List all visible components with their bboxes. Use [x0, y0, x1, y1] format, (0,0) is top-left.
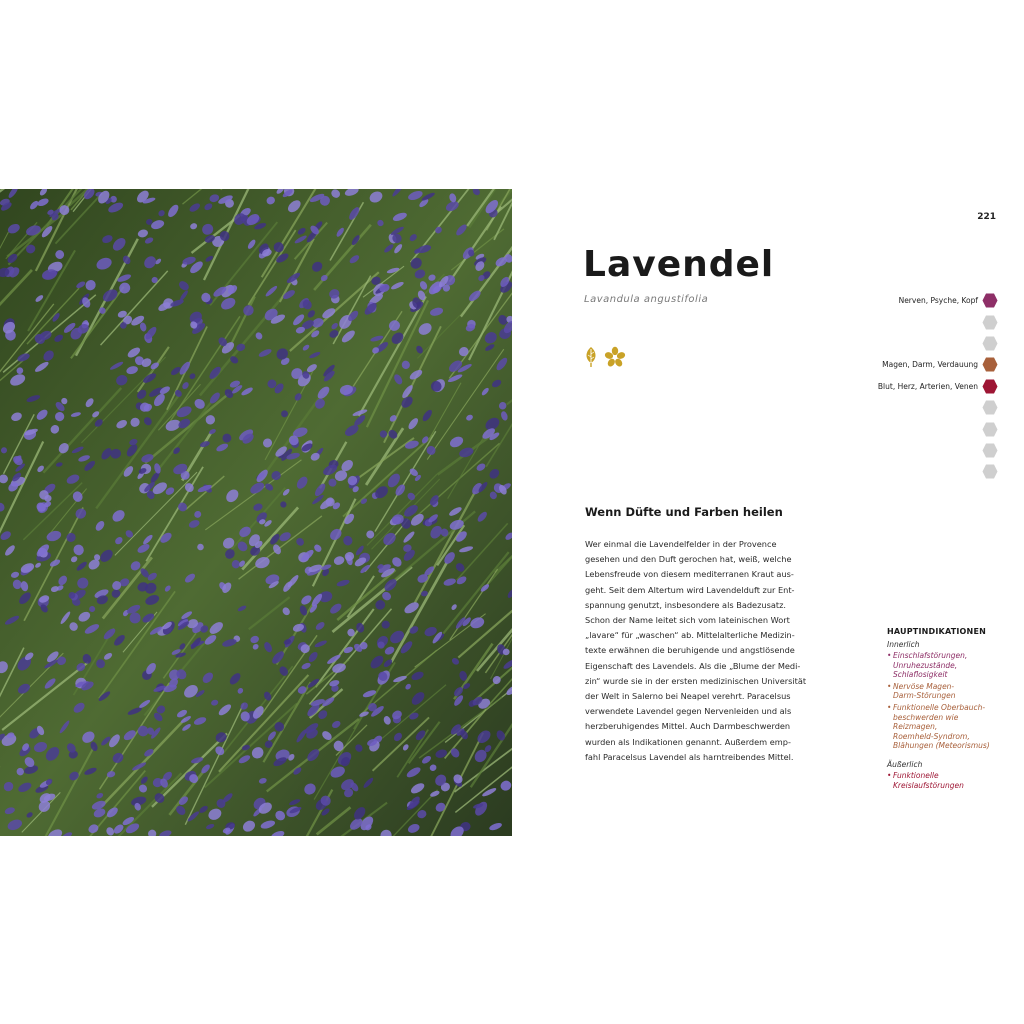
indication-row — [878, 333, 998, 354]
internal-indication-list — [887, 651, 999, 751]
indication-row — [878, 376, 998, 397]
hexagon-icon — [982, 422, 998, 437]
indication-item-line: Unruhezustände, — [893, 660, 958, 670]
indication-item — [887, 703, 999, 751]
body-line: verwendete Lavendel gegen Nervenleiden und als — [585, 706, 792, 717]
indication-item-line: beschwerden wie — [893, 712, 959, 722]
indication-item-line: Reizmagen, — [893, 722, 938, 732]
hexagon-icon — [982, 336, 998, 351]
page-number: 221 — [977, 212, 996, 222]
leaf-icon — [584, 346, 598, 368]
indication-row — [878, 290, 998, 311]
internal-label: Innerlich — [887, 640, 920, 649]
indication-row — [878, 311, 998, 332]
indication-label: Blut, Herz, Arterien, Venen — [877, 381, 978, 391]
body-line: Schon der Name leitet sich vom lateinischen Wort — [585, 615, 790, 626]
bullet-icon: • — [887, 681, 892, 691]
indication-hexagon-list — [878, 290, 998, 483]
hexagon-icon — [982, 464, 998, 479]
body-line: wurden als Indikationen genannt. Außerdem emp- — [585, 736, 791, 747]
indication-item — [887, 682, 999, 701]
indication-item-line: Einschlafstörungen, — [893, 651, 968, 660]
body-line: spannung genutzt, insbesondere als Badezusatz. — [585, 599, 786, 610]
body-line: der Welt in Salerno bei Neapel verehrt. Paracelsus — [585, 691, 791, 702]
indication-item-line: Kreislaufstörungen — [893, 780, 964, 790]
indication-item — [887, 651, 999, 680]
bullet-icon: • — [887, 651, 892, 660]
body-line: Eigenschaft des Lavendels. Als die „Blume der Medi- — [585, 660, 801, 671]
body-line: geht. Seit dem Altertum wird Lavendelduft zur Ent- — [585, 584, 795, 595]
indication-row — [878, 440, 998, 461]
body-line: texte erwähnen die beruhigende und angstlösende — [585, 645, 795, 656]
section-heading: Wenn Düfte und Farben heilen — [585, 505, 783, 519]
hexagon-icon — [982, 400, 998, 415]
body-line: herzberuhigendes Mittel. Auch Darmbeschwerden — [585, 721, 791, 732]
indication-item-line: Blähungen (Meteorismus) — [893, 741, 990, 751]
indication-item — [887, 771, 999, 790]
sidebar-heading: HAUPTINDIKATIONEN — [887, 627, 987, 636]
hexagon-icon — [982, 315, 998, 330]
bullet-icon: • — [887, 770, 892, 780]
body-line: fahl Paracelsus Lavendel als harntreibendes Mittel. — [585, 751, 794, 762]
indication-label: Nerven, Psyche, Kopf — [898, 296, 978, 306]
hexagon-icon — [982, 379, 998, 394]
blossom-icon — [604, 346, 626, 368]
body-text — [585, 537, 815, 765]
main-indications-box — [887, 627, 999, 792]
lavender-field-illustration — [0, 189, 512, 836]
latin-name: Lavandula angustifolia — [584, 294, 709, 305]
external-indication-list — [887, 771, 999, 790]
indication-row — [878, 354, 998, 375]
lavender-photo — [0, 189, 512, 836]
body-line: „lavare“ für „waschen“ ab. Mittelalterliche Medizin- — [585, 630, 795, 641]
indication-row — [878, 461, 998, 482]
indication-item-line: Nervöse Magen- — [893, 681, 955, 691]
page-title: Lavendel — [583, 244, 775, 285]
indication-row — [878, 397, 998, 418]
indication-item-line: Funktionelle — [893, 770, 939, 780]
body-line: zin“ wurde sie in der ersten medizinischen Universität — [585, 675, 807, 686]
bullet-icon: • — [887, 702, 892, 712]
hexagon-icon — [982, 443, 998, 458]
indication-item-line: Darm-Störungen — [893, 691, 956, 701]
hexagon-icon — [982, 293, 998, 308]
body-line: gesehen und den Duft gerochen hat, weiß, welche — [585, 554, 792, 565]
indication-item-line: Schlaflosigkeit — [893, 670, 948, 680]
indication-row — [878, 418, 998, 439]
hexagon-icon — [982, 357, 998, 372]
indication-item-line: Roemheld-Syndrom, — [893, 731, 970, 741]
external-label: Äußerlich — [887, 759, 923, 769]
plant-part-symbols — [584, 346, 626, 368]
indication-item-line: Funktionelle Oberbauch- — [893, 702, 986, 712]
body-line: Lebensfreude von diesem mediterranen Kraut aus- — [585, 569, 794, 580]
body-line: Wer einmal die Lavendelfelder in der Provence — [585, 539, 777, 549]
indication-label: Magen, Darm, Verdauung — [882, 360, 978, 370]
